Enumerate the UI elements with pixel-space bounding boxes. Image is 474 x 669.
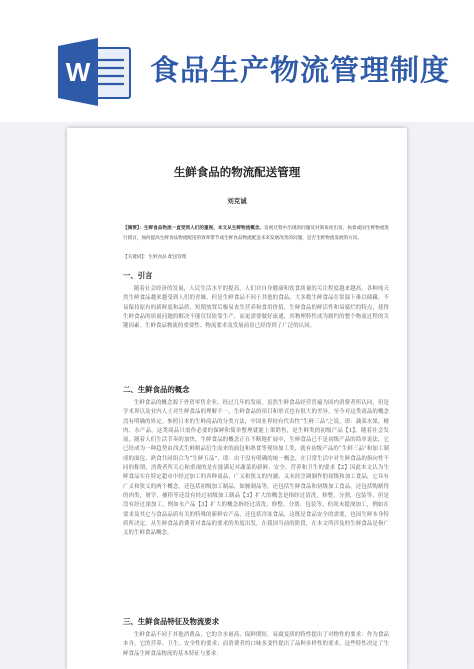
abstract	[123, 224, 389, 243]
svg-text:W: W	[65, 57, 91, 87]
section-heading-concept: 二、生鲜食品的概念	[123, 385, 190, 394]
section-paragraph-concept: 生鲜食品的概念源于外资零售企业，经过几年的发展，虽然生鲜食品经营普遍为国内消费者所认同，但是学术界以及业内人士对生鲜食品的理解不一，生鲜食品的项目和形式也有很大的差异，至今对这类商品的概念没有明确的界定。参照日本的生鲜商品的分类方法，中国业界较有代表性“生鲜三品”之说，即：蔬菜水果，精肉、水产品。这类商品只需作必要的保鲜和简单整理就能上架销售，是生鲜类的初级产品【1】。随着社会发展，随着人们生活节奏的加快，生鲜食品的概念正在不断地扩展中，生鲜食品已不是初级产品的简单说法，它已经成为一种趋势由西式生鲜制品衍生而来的面包和熟食等现场加工类，就有初级产品的“生鲜三品”和加工制成的面包、熟食共同组合为“生鲜五品”，即：由于没有明确的统一概念，在日常生活中对生鲜食品的指向性不同的称谓，消费者所关心和重视的是在能满足对蔬菜的新鲜、安全、营养和卫生的要求【2】因此本文认为生鲜食品实在特定超市中经过加工的各种商品，广义和狭义的内涵，又未经烹调制作的初级和加工食品，它具有广义和狭义的两个概念，还包括初级加工制品，如腌制品等，还包括生鲜食品和初级加工食品，还包括购制得的肉类，屠宰，捕捞等还没有经过初级加工制品【3】扩大的概念是指经过清洗，修整，分割，包装等，但是没有经过深加工，例如水产品【3】扩大的概念指经过清洗、修整、分割、包装等，但尚未提深加工，例如在要求及其它与食品品质有关的特殊的新鲜农产品，还包括冷冻食品，这既是食品安全的需要，也因生鲜本身特质所决定。从生鲜食品消费者对食品的要求的角度出发，在我国当前的阶段，在本文所涉及的生鲜食品是指广义的生鲜食品概念。	[123, 400, 389, 537]
keywords: 【关键词】：生鲜食品 配送管理	[123, 255, 187, 260]
document-author: 刘克诚	[227, 197, 247, 205]
abstract-lead: ：生鲜食品物流一直受到人们的重视，本文从生鲜物流概念、	[139, 226, 265, 231]
template-banner	[0, 0, 474, 122]
document-title: 生鲜食品的物流配送管理	[173, 165, 301, 179]
abstract-text: 发展过程中出现的问题及对策角度出发，执着或国生鲜物流进行摸讨，加何提高生鲜食品物流配送的效率带节成生鲜食品物流配送未来发展改善的问题，是否生鲜物流发展的方向。	[123, 226, 389, 241]
banner-title: 食品生产物流管理制度	[150, 53, 451, 87]
section-heading-intro: 一、引言	[123, 271, 153, 280]
word-document-icon	[58, 38, 134, 106]
section-paragraph-intro: 随着社会经济的发展，人民生活水平的提高，人们对自身健康和饮食质量的关注程度越来越高，各种纯天然生鲜食品越来越受到人们的青睐。但是生鲜食品不同于其他的食品，大多数生鲜食品在常温下难以储藏，不易保持原有的新鲜度和品质，短期放置后极易丧失营养和食用价值，生鲜食品的鲜活性和易腐烂的特点，使得生鲜食品的质量问题的解决不能仅仅依靠生产，而更需要做好流通，其物理特性成为制约的整个物流过程的关键因素。生鲜食品物流的重要性、物流要求及发展前景已经得到了广泛的认同。	[123, 286, 389, 330]
section-paragraph-features: 生鲜食品不同于其他消费品，它的含水量高，保鲜期短，易腐变质的特性提出了对物性的要求：作为食品本身，它的营养、卫生，安全性的要求；而消费者的口味多变性提出了品种多样性的要求，这些特性决定了生鲜食品生鲜食品物流的基本特征与要求：	[123, 632, 389, 657]
section-heading-features: 三、生鲜食品特征及物流要求	[123, 617, 220, 626]
document-page	[67, 128, 407, 669]
abstract-label: 【摘要】	[123, 226, 140, 231]
